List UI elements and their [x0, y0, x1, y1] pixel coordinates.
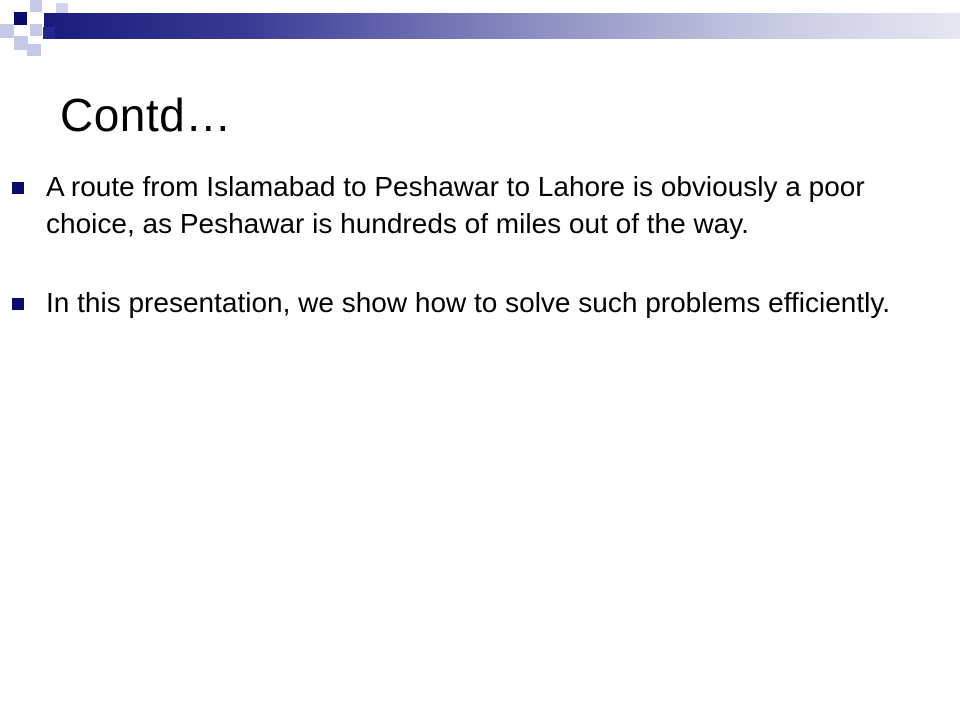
bullet-text: In this presentation, we show how to solve such problems efficiently.: [46, 287, 891, 318]
bullet-text: A route from Islamabad to Peshawar to Lahore is obviously a poor choice, as Peshawar is hundreds of miles out of the way.: [46, 171, 865, 239]
decorative-square: [43, 27, 55, 39]
header-gradient-bar: [44, 13, 960, 39]
slide-title: Contd…: [60, 89, 232, 141]
bullet-item: [12, 168, 932, 242]
bullet-item: [12, 284, 932, 321]
decorative-square: [14, 36, 28, 50]
bullet-list: [12, 168, 932, 363]
decorative-square: [30, 24, 42, 36]
square-bullet-icon: [12, 298, 24, 310]
decorative-square: [27, 44, 41, 56]
decorative-square: [30, 0, 42, 12]
decorative-square: [0, 24, 14, 38]
square-bullet-icon: [12, 182, 24, 194]
decorative-square: [14, 12, 27, 25]
